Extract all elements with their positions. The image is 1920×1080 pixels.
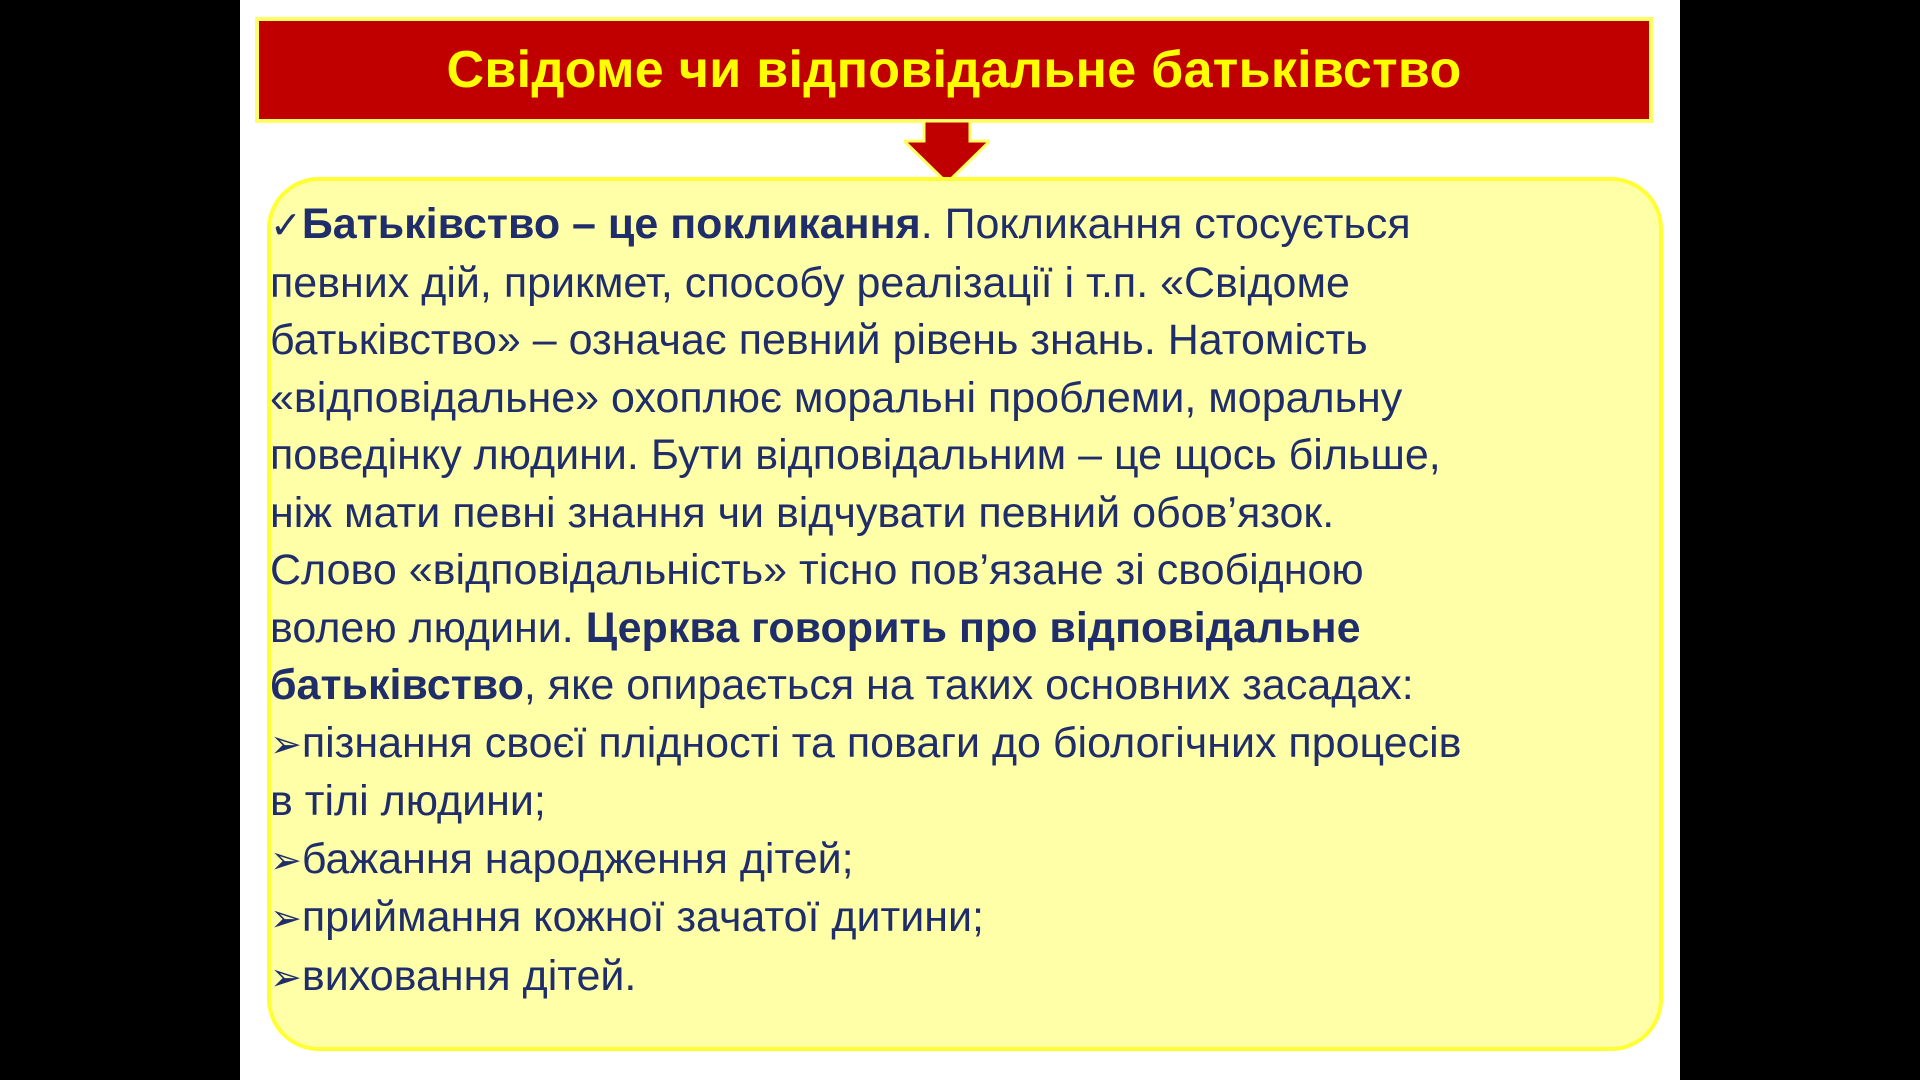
text-line-5: поведінку людини. Бути відповідальним – це щось більше,: [270, 431, 1441, 479]
bullet-text: бажання народження дітей;: [301, 834, 854, 883]
text-fragment: волею людини.: [270, 603, 586, 652]
text-line-6: ніж мати певні знання чи відчувати певний обов’язок.: [270, 488, 1335, 537]
text-line-3: батьківство» – означає певний рівень знань. Натомість: [270, 316, 1368, 364]
slide-title: Свідоме чи відповідальне батьківство: [446, 41, 1462, 99]
down-arrow-icon: [904, 121, 990, 185]
bullet-text: пізнання своєї плідності та поваги до біологічних процесів: [301, 718, 1462, 767]
text-line-8: [270, 600, 1650, 658]
bullet-text: виховання дітей.: [301, 951, 637, 1000]
arrow-bullet-icon: ➢: [270, 896, 302, 940]
title-banner: [255, 17, 1653, 123]
bullet-text: приймання кожної зачатої дитини;: [301, 893, 984, 941]
text-line-2: певних дій, прикмет, способу реалізації і т.п. «Свідоме: [270, 258, 1350, 307]
body-text: [270, 196, 1650, 1006]
arrow-bullet-icon: ➢: [270, 954, 302, 999]
arrow-bullet-icon: ➢: [270, 837, 302, 882]
bullet-item: [270, 715, 1650, 774]
text-line-7: Слово «відповідальність» тісно пов’язане зі свобідною: [270, 546, 1364, 594]
text-fragment: , яке опирається на таких основних засадах:: [523, 661, 1414, 709]
text-line-4: «відповідальне» охоплює моральні проблеми, моральну: [270, 373, 1403, 422]
arrow-bullet-icon: ➢: [270, 721, 302, 766]
text-fragment: . Покликання стосується: [920, 200, 1411, 248]
bullet-item: [270, 889, 1650, 948]
bullet-continuation: в тілі людини;: [270, 777, 546, 825]
text-line-1: [270, 196, 1650, 255]
bullet-item: [270, 831, 1650, 890]
emphasis-church: Церква говорить про відповідальне: [585, 603, 1361, 652]
emphasis-calling: Батьківство – це покликання: [301, 200, 921, 248]
check-icon: ✓: [270, 203, 302, 247]
emphasis-parenthood: батьківство: [270, 661, 524, 709]
text-line-9: [270, 657, 1650, 715]
bullet-item: [270, 948, 1650, 1007]
